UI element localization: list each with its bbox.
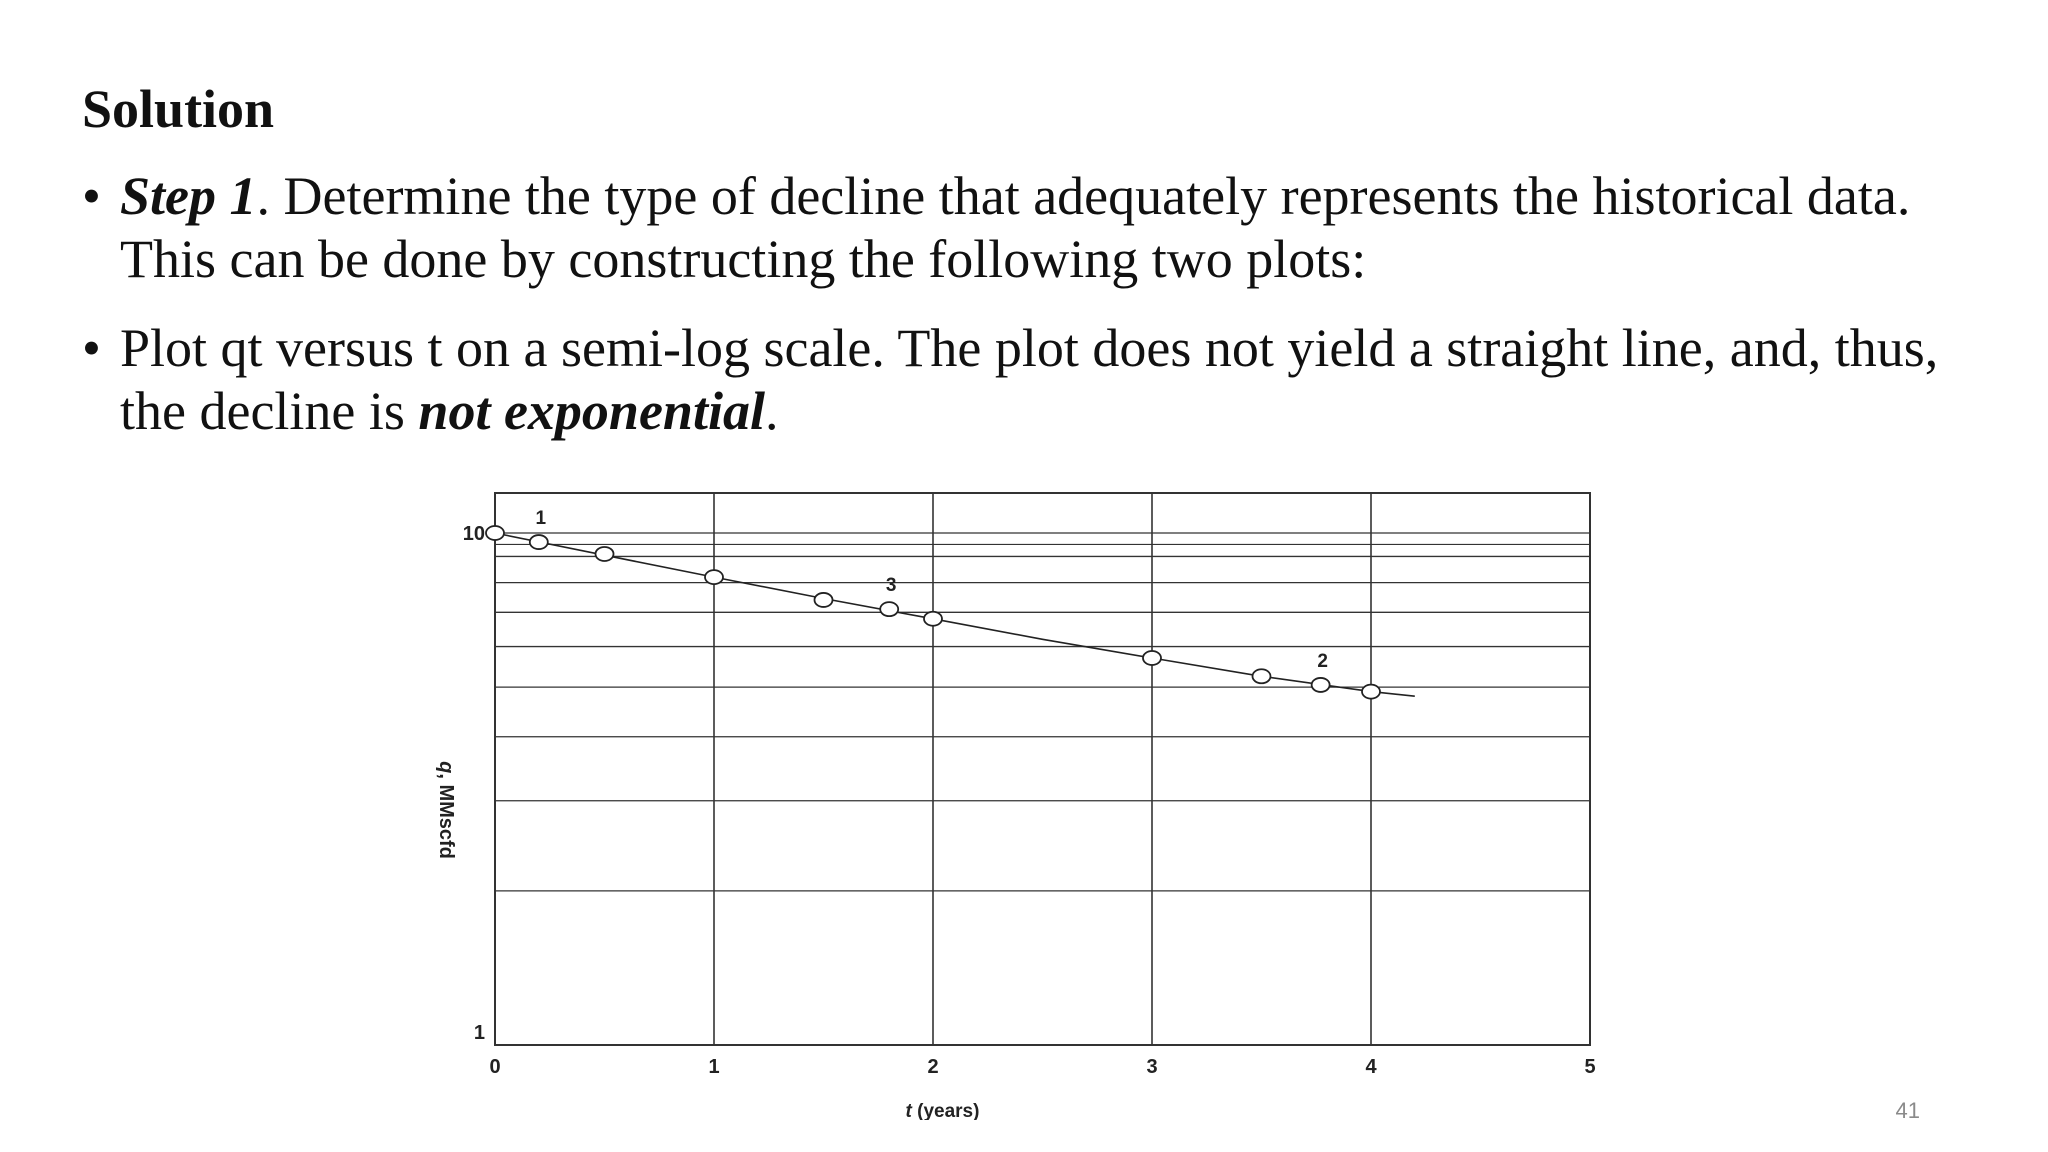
x-tick-label: 5 bbox=[1584, 1056, 1596, 1078]
point-annotation: 3 bbox=[885, 575, 897, 597]
y-axis-label: q, MMscfd bbox=[435, 761, 457, 859]
x-tick-label: 1 bbox=[708, 1056, 720, 1078]
chart-svg bbox=[400, 480, 1620, 1120]
data-point bbox=[1253, 669, 1271, 683]
data-point bbox=[530, 535, 548, 549]
point-annotation: 2 bbox=[1317, 650, 1328, 672]
bullet-step-1 bbox=[82, 165, 1982, 291]
y-tick-label: 10 bbox=[462, 523, 485, 545]
y-tick-label: 1 bbox=[473, 1022, 485, 1044]
fit-curve bbox=[495, 533, 1415, 696]
point-annotation: 1 bbox=[535, 508, 547, 530]
data-point bbox=[880, 602, 898, 616]
slide-title: Solution bbox=[82, 79, 275, 139]
data-point bbox=[596, 547, 614, 561]
x-tick-label: 2 bbox=[927, 1056, 939, 1078]
data-point bbox=[1143, 651, 1161, 665]
bullet-step-1-text: . Determine the type of decline that adequately represents the historical data. This can be done by constructing the following two plots: bbox=[120, 166, 1911, 289]
bullet-plot-text: Plot qt versus t on a semi-log scale. The plot does not yield a straight line, and, thus, the decline is bbox=[120, 318, 1939, 441]
plot-frame bbox=[495, 493, 1590, 1045]
bullet-dot-1: • bbox=[82, 166, 101, 226]
x-tick-label: 0 bbox=[489, 1056, 501, 1078]
emphasis-not-exponential: not exponential bbox=[418, 381, 765, 441]
x-tick-label: 4 bbox=[1365, 1056, 1377, 1078]
bullet-list bbox=[82, 165, 1982, 469]
semilog-decline-chart bbox=[400, 480, 1620, 1120]
data-point bbox=[815, 593, 833, 607]
bullet-plot-description bbox=[82, 317, 1982, 443]
bullet-dot-2: • bbox=[82, 318, 101, 378]
step-label: Step 1 bbox=[120, 166, 257, 226]
slide-number: 41 bbox=[1895, 1098, 1920, 1123]
x-axis-label: t (years) bbox=[905, 1101, 980, 1120]
data-point bbox=[1312, 678, 1330, 692]
data-point bbox=[486, 526, 504, 540]
data-point bbox=[705, 570, 723, 584]
x-tick-label: 3 bbox=[1146, 1056, 1158, 1078]
bullet-plot-text-end: . bbox=[764, 381, 779, 441]
data-point bbox=[924, 612, 942, 626]
data-point bbox=[1362, 685, 1380, 699]
